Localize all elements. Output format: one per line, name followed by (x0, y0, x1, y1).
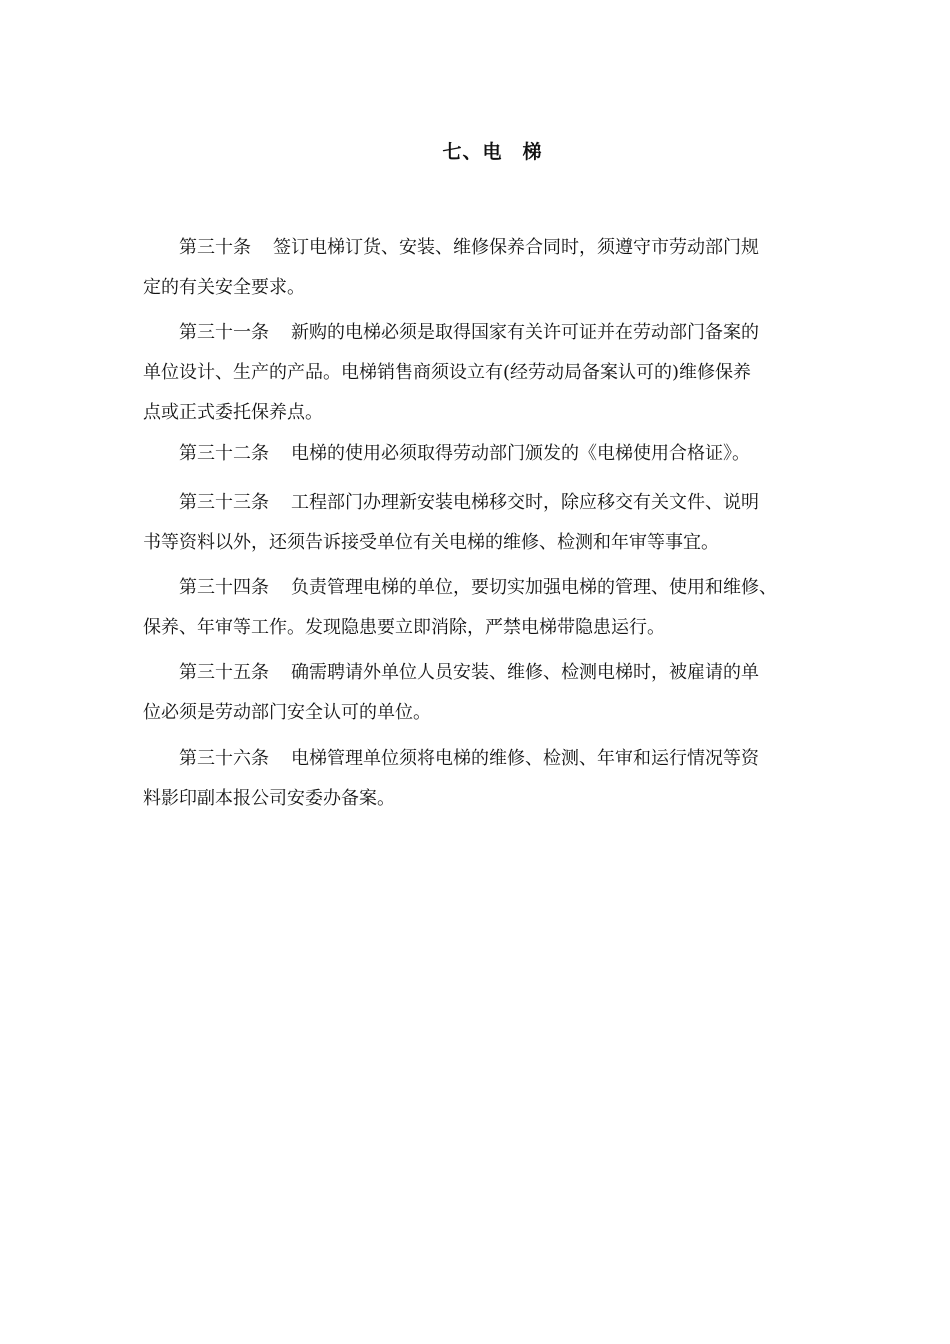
article-line: 保养、年审等工作。发现隐患要立即消除，严禁电梯带隐患运行。 (143, 617, 665, 638)
article-line: 单位设计、生产的产品。电梯销售商须设立有(经劳动局备案认可的)维修保养 (143, 362, 752, 383)
article-text: 确需聘请外单位人员安装、维修、检测电梯时，被雇请的单 (291, 662, 759, 683)
article-line: 料影印副本报公司安委办备案。 (143, 788, 395, 809)
article-line (143, 653, 823, 693)
article-number: 第三十三条 (179, 492, 269, 513)
article-number: 第三十五条 (179, 662, 269, 683)
article-32 (143, 434, 823, 474)
article-number: 第三十四条 (179, 577, 269, 598)
article-line (143, 483, 823, 523)
article-number: 第三十六条 (179, 748, 269, 769)
article-36 (143, 739, 823, 819)
article-text: 工程部门办理新安装电梯移交时，除应移交有关文件、说明 (291, 492, 759, 513)
article-number: 第三十二条 (179, 443, 269, 464)
article-line: 书等资料以外，还须告诉接受单位有关电梯的维修、检测和年审等事宜。 (143, 532, 719, 553)
article-line (143, 434, 823, 474)
article-line (143, 313, 823, 353)
article-34 (143, 568, 823, 648)
article-33 (143, 483, 823, 563)
article-35 (143, 653, 823, 733)
article-text: 新购的电梯必须是取得国家有关许可证并在劳动部门备案的 (291, 322, 759, 343)
article-line: 点或正式委托保养点。 (143, 402, 323, 423)
article-line (143, 228, 823, 268)
article-text: 负责管理电梯的单位，要切实加强电梯的管理、使用和维修、 (291, 577, 777, 598)
article-text: 电梯的使用必须取得劳动部门颁发的《电梯使用合格证》。 (291, 443, 750, 464)
article-31 (143, 313, 823, 433)
article-number: 第三十一条 (179, 322, 269, 343)
article-line (143, 568, 823, 608)
article-line (143, 739, 823, 779)
article-line: 定的有关安全要求。 (143, 277, 305, 298)
article-text: 签订电梯订货、安装、维修保养合同时，须遵守市劳动部门规 (273, 237, 759, 258)
article-text: 电梯管理单位须将电梯的维修、检测、年审和运行情况等资 (291, 748, 759, 769)
article-30 (143, 228, 823, 308)
article-line: 位必须是劳动部门安全认可的单位。 (143, 702, 431, 723)
section-title: 七、电 梯 (442, 141, 543, 163)
article-number: 第三十条 (179, 237, 251, 258)
